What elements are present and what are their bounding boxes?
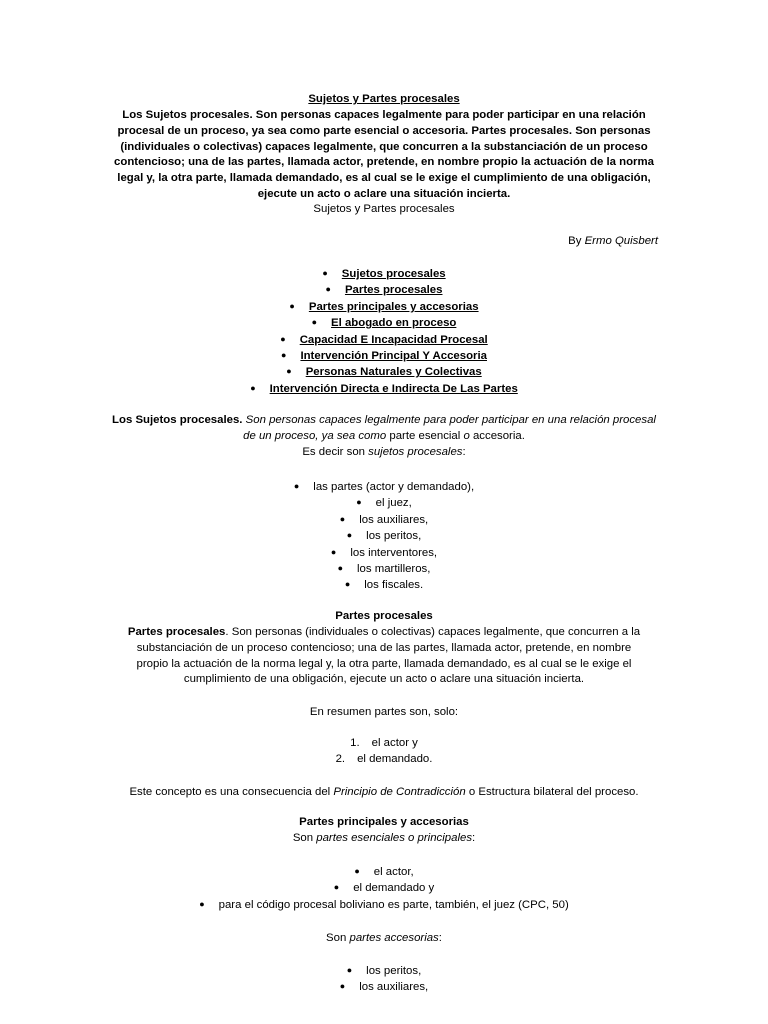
abstract-line: procesal de un proceso, ya sea como parte esencial o accesoria. Partes procesales. Son personas bbox=[117, 124, 651, 137]
principales-list bbox=[0, 863, 768, 912]
bullet-icon: ● bbox=[311, 317, 318, 328]
bullet-icon: ● bbox=[250, 382, 256, 393]
list-item bbox=[0, 494, 768, 510]
list-item bbox=[0, 544, 768, 560]
list-item-text: los martilleros, bbox=[357, 562, 431, 575]
list-item-text: los auxiliares, bbox=[359, 513, 429, 526]
intro-term: partes esenciales o principales bbox=[316, 832, 473, 844]
subtitle: Sujetos y Partes procesales bbox=[313, 203, 455, 215]
list-item bbox=[0, 478, 768, 494]
list-item bbox=[0, 735, 768, 751]
toc-item bbox=[0, 363, 768, 379]
toc-link-principales[interactable]: Partes principales y accesorias bbox=[308, 300, 479, 313]
toc-item bbox=[0, 265, 768, 281]
bullet-icon: ● bbox=[344, 579, 351, 590]
abstract-line: contencioso; una de las partes, llamada actor, pretende, en nombre propio la actuación de la norma bbox=[114, 156, 654, 169]
list-item-text: los auxiliares, bbox=[359, 981, 429, 994]
list-item-text: el demandado y bbox=[353, 882, 435, 895]
term: Partes procesales bbox=[127, 626, 226, 638]
toc-item bbox=[0, 314, 768, 330]
list-item bbox=[0, 962, 768, 978]
sujetos-list bbox=[0, 478, 768, 593]
list-item-text: el demandado. bbox=[357, 753, 433, 765]
list-item bbox=[0, 560, 768, 576]
bullet-icon: ● bbox=[281, 349, 287, 360]
concepto-principle: Principio de Contradicción bbox=[333, 786, 466, 798]
bullet-icon: ● bbox=[325, 284, 331, 295]
definition-text: o bbox=[463, 429, 473, 442]
accesorias-intro bbox=[0, 931, 768, 947]
list-item-text: los interventores, bbox=[350, 546, 438, 559]
definition-text: Son personas capaces legalmente para poder participar en una relación procesal bbox=[242, 414, 656, 426]
intro-text: Son bbox=[326, 932, 350, 944]
intro-end: : bbox=[472, 832, 476, 844]
toc-link-capacidad[interactable]: Capacidad E Incapacidad Procesal bbox=[299, 333, 488, 346]
abstract-line: legal y, la otra parte, llamada demandado, es al cual se le exige el cumplimiento de una obligación, bbox=[117, 172, 651, 185]
paragraph-line bbox=[0, 429, 768, 445]
paragraph-line bbox=[0, 445, 768, 461]
toc-link-sujetos[interactable]: Sujetos procesales bbox=[341, 268, 446, 280]
toc-link-abogado[interactable]: El abogado en proceso bbox=[331, 317, 457, 330]
intro-text: Es decir son bbox=[302, 445, 369, 458]
definition-text: . Son personas (individuales o colectivas) capaces legalmente, que concurren a la bbox=[225, 626, 641, 638]
toc-item bbox=[0, 347, 768, 363]
abstract-line: ejecute un acto o aclare una situación incierta. bbox=[257, 187, 511, 200]
bullet-icon: ● bbox=[339, 981, 346, 992]
bullet-icon: ● bbox=[337, 562, 343, 573]
intro-term: sujetos procesales bbox=[368, 445, 463, 458]
paragraph-line bbox=[0, 413, 768, 429]
resumen-list bbox=[0, 735, 768, 767]
concepto-pre: Este concepto es una consecuencia del bbox=[129, 786, 334, 798]
abstract-line: Los Sujetos procesales. Son personas capaces legalmente para poder participar en una relación bbox=[122, 109, 646, 121]
abstract-line: (individuales o colectivas) capaces legalmente, que concurren a la substanciación de un proceso bbox=[120, 140, 648, 153]
abstract bbox=[0, 108, 768, 203]
bullet-icon: ● bbox=[293, 481, 300, 491]
toc-item bbox=[0, 298, 768, 314]
list-item-text: los fiscales. bbox=[364, 579, 424, 592]
paragraph-line: substanciación de un proceso contencioso; una de las partes, llamada actor, pretende, en nombre bbox=[136, 641, 632, 654]
bullet-icon: ● bbox=[286, 366, 292, 377]
bullet-icon: ● bbox=[322, 268, 328, 278]
bullet-icon: ● bbox=[199, 898, 205, 909]
bullet-icon: ● bbox=[333, 882, 340, 893]
list-item bbox=[0, 896, 768, 912]
list-item-text: el actor, bbox=[373, 866, 414, 878]
list-item bbox=[0, 527, 768, 543]
bullet-icon: ● bbox=[339, 513, 346, 524]
byline-prefix: By bbox=[568, 235, 585, 247]
list-item-text: el juez, bbox=[375, 497, 412, 510]
list-number: 2. bbox=[335, 753, 346, 765]
toc-link-intervencion[interactable]: Intervención Principal Y Accesoria bbox=[300, 349, 487, 362]
definition-text: accesoria. bbox=[472, 429, 525, 442]
bullet-icon: ● bbox=[346, 965, 353, 975]
list-item bbox=[0, 576, 768, 592]
section-sujetos bbox=[0, 413, 768, 460]
list-item-text: los peritos, bbox=[366, 530, 422, 543]
document-title: Sujetos y Partes procesales bbox=[308, 93, 460, 105]
toc-item bbox=[0, 380, 768, 396]
byline-author: Ermo Quisbert bbox=[584, 235, 658, 247]
toc-link-personas[interactable]: Personas Naturales y Colectivas bbox=[305, 366, 482, 379]
intro-text: Son bbox=[292, 832, 317, 844]
concepto-mid: o bbox=[465, 786, 479, 798]
paragraph-line: propio la actuación de la norma legal y, la otra parte, llamada demandado, es al cual se le exige el bbox=[136, 657, 632, 670]
list-item bbox=[0, 511, 768, 527]
resumen-text: En resumen partes son, solo: bbox=[309, 706, 459, 718]
list-item bbox=[0, 751, 768, 767]
principales-intro bbox=[0, 831, 768, 847]
byline bbox=[568, 234, 658, 250]
bullet-icon: ● bbox=[356, 497, 362, 508]
definition-text: parte esencial bbox=[389, 429, 464, 442]
definition-text: de un proceso, ya sea como bbox=[243, 429, 390, 442]
bullet-icon: ● bbox=[354, 866, 360, 876]
list-item bbox=[0, 978, 768, 994]
list-item-text: los peritos, bbox=[366, 965, 422, 977]
bullet-icon: ● bbox=[280, 333, 286, 344]
concepto-post: Estructura bilateral del proceso. bbox=[478, 786, 639, 798]
list-item-text: el actor y bbox=[371, 737, 418, 749]
section-heading-principales: Partes principales y accesorias bbox=[299, 816, 469, 828]
bullet-icon: ● bbox=[289, 300, 295, 311]
list-item-text: las partes (actor y demandado), bbox=[313, 481, 475, 493]
list-item bbox=[0, 879, 768, 895]
toc-link-partes[interactable]: Partes procesales bbox=[344, 284, 443, 297]
section-partes bbox=[0, 625, 768, 688]
list-item bbox=[0, 863, 768, 879]
section-heading-partes: Partes procesales bbox=[335, 610, 433, 622]
toc-item bbox=[0, 281, 768, 297]
accesorias-list bbox=[0, 962, 768, 995]
term: Los Sujetos procesales. bbox=[112, 414, 243, 426]
bullet-icon: ● bbox=[346, 530, 353, 541]
bullet-icon: ● bbox=[330, 546, 337, 557]
list-item-text: para el código procesal boliviano es parte, también, el juez (CPC, 50) bbox=[218, 898, 569, 911]
paragraph-line: cumplimiento de una obligación, ejecute un acto o aclare una situación incierta. bbox=[183, 673, 585, 686]
intro-term: partes accesorias bbox=[349, 932, 439, 944]
table-of-contents bbox=[0, 265, 768, 396]
concepto-paragraph bbox=[0, 785, 768, 801]
toc-link-directa[interactable]: Intervención Directa e Indirecta De Las Partes bbox=[269, 382, 518, 395]
list-number: 1. bbox=[350, 737, 360, 749]
intro-end: : bbox=[462, 445, 466, 458]
intro-end: : bbox=[438, 932, 442, 944]
paragraph-line bbox=[0, 625, 768, 641]
toc-item bbox=[0, 331, 768, 347]
